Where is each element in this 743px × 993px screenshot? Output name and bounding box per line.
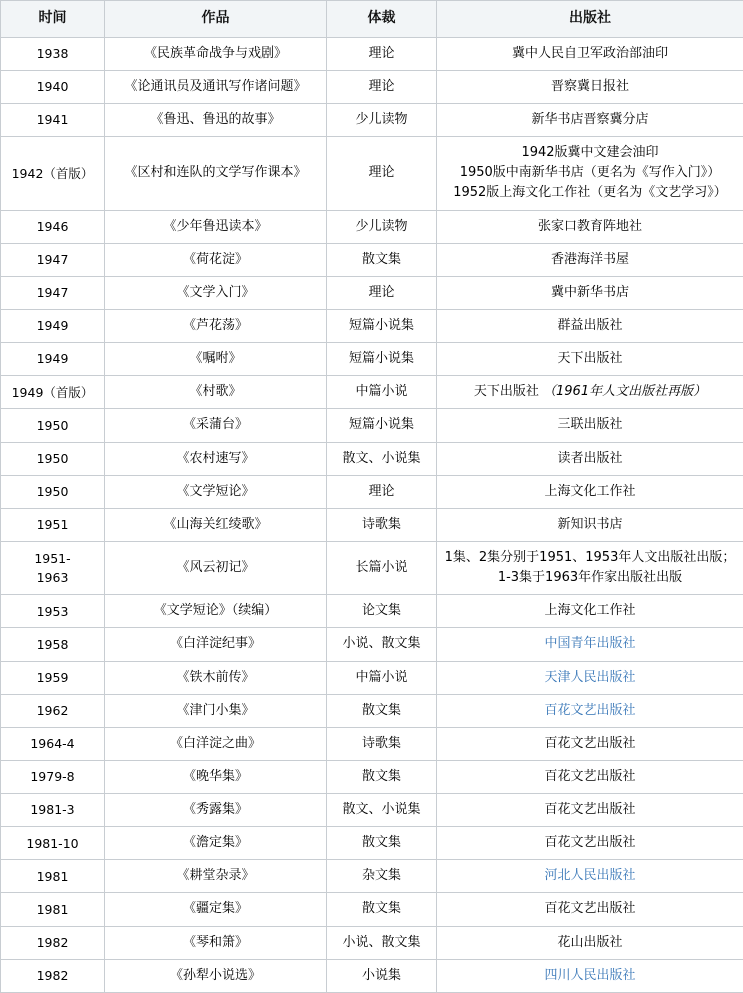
cell-work-title: 《白洋淀之曲》: [105, 727, 327, 760]
cell-time: [1, 694, 105, 727]
publisher-line[interactable]: 百花文艺出版社: [441, 701, 739, 721]
publisher-line: 1942版冀中文建会油印: [441, 143, 739, 163]
cell-genre: 少儿读物: [327, 103, 437, 136]
table-row: [1, 595, 743, 628]
cell-publisher: [437, 661, 743, 694]
cell-time: [1, 442, 105, 475]
publisher-line: 晋察冀日报社: [441, 77, 739, 97]
cell-work-title: 《采蒲台》: [105, 409, 327, 442]
cell-work-title: 《论通讯员及通讯写作诸问题》: [105, 70, 327, 103]
publisher-line[interactable]: 中国青年出版社: [441, 634, 739, 654]
cell-time: [1, 475, 105, 508]
cell-time: [1, 628, 105, 661]
cell-time: [1, 210, 105, 243]
time-line: 1963: [5, 568, 100, 587]
cell-time: [1, 70, 105, 103]
cell-genre: 中篇小说: [327, 376, 437, 409]
cell-time: [1, 103, 105, 136]
cell-work-title: 《铁木前传》: [105, 661, 327, 694]
publisher-line[interactable]: 四川人民出版社: [441, 966, 739, 986]
publisher-line: 张家口教育阵地社: [441, 217, 739, 237]
publisher-line: 百花文艺出版社: [441, 833, 739, 853]
cell-publisher: [437, 541, 743, 594]
publisher-line: 天下出版社: [441, 349, 739, 369]
publisher-line: 读者出版社: [441, 449, 739, 469]
cell-publisher: [437, 409, 743, 442]
cell-work-title: 《晚华集》: [105, 760, 327, 793]
table-row: [1, 794, 743, 827]
time-line: 1950: [5, 416, 100, 435]
column-header-time: 时间: [1, 1, 105, 38]
time-line: 1947: [5, 250, 100, 269]
cell-genre: 短篇小说集: [327, 409, 437, 442]
publisher-line: 上海文化工作社: [441, 482, 739, 502]
publisher-line: 1950版中南新华书店（更名为《写作入门》）: [441, 163, 739, 183]
time-line: 1979-8: [5, 767, 100, 786]
publisher-line: 上海文化工作社: [441, 601, 739, 621]
cell-publisher: [437, 794, 743, 827]
cell-work-title: 《秀露集》: [105, 794, 327, 827]
time-line: 1981-10: [5, 834, 100, 853]
cell-work-title: 《嘱咐》: [105, 343, 327, 376]
cell-publisher: [437, 475, 743, 508]
cell-genre: 少儿读物: [327, 210, 437, 243]
table-row: [1, 103, 743, 136]
cell-time: [1, 243, 105, 276]
cell-genre: 诗歌集: [327, 727, 437, 760]
time-line: 1982: [5, 933, 100, 952]
table-row: [1, 276, 743, 309]
table-row: [1, 70, 743, 103]
table-row: [1, 893, 743, 926]
table-row: [1, 475, 743, 508]
cell-work-title: 《芦花荡》: [105, 309, 327, 342]
cell-genre: 杂文集: [327, 860, 437, 893]
table-header: [1, 1, 743, 38]
table-row: [1, 727, 743, 760]
table-header-row: [1, 1, 743, 38]
publisher-line: 花山出版社: [441, 933, 739, 953]
cell-genre: 散文集: [327, 893, 437, 926]
cell-work-title: 《少年鲁迅读本》: [105, 210, 327, 243]
time-line: 1950: [5, 482, 100, 501]
cell-work-title: 《耕堂杂录》: [105, 860, 327, 893]
cell-publisher: [437, 309, 743, 342]
cell-publisher: [437, 103, 743, 136]
cell-time: [1, 343, 105, 376]
cell-time: [1, 276, 105, 309]
cell-work-title: 《山海关红绫歌》: [105, 508, 327, 541]
publisher-line: 1-3集于1963年作家出版社出版: [441, 568, 739, 588]
cell-genre: 论文集: [327, 595, 437, 628]
cell-publisher: [437, 243, 743, 276]
cell-publisher: [437, 70, 743, 103]
cell-publisher: [437, 860, 743, 893]
cell-publisher: [437, 210, 743, 243]
publisher-line: 冀中新华书店: [441, 283, 739, 303]
cell-publisher: [437, 276, 743, 309]
cell-genre: 散文集: [327, 243, 437, 276]
cell-work-title: 《风云初记》: [105, 541, 327, 594]
table-body: [1, 37, 743, 992]
table-row: [1, 309, 743, 342]
cell-genre: 小说、散文集: [327, 628, 437, 661]
time-line: 1964-4: [5, 734, 100, 753]
table-row: [1, 210, 743, 243]
cell-work-title: 《区村和连队的文学写作课本》: [105, 137, 327, 210]
time-line: 1942（首版）: [5, 164, 100, 183]
cell-time: [1, 827, 105, 860]
time-line: 1949: [5, 349, 100, 368]
cell-genre: 理论: [327, 137, 437, 210]
cell-publisher: [437, 595, 743, 628]
cell-work-title: 《琴和箫》: [105, 926, 327, 959]
table-row: [1, 628, 743, 661]
table-row: [1, 959, 743, 992]
cell-work-title: 《津门小集》: [105, 694, 327, 727]
time-line: 1959: [5, 668, 100, 687]
cell-publisher: [437, 959, 743, 992]
cell-time: [1, 959, 105, 992]
cell-work-title: 《白洋淀纪事》: [105, 628, 327, 661]
cell-time: [1, 661, 105, 694]
cell-genre: 中篇小说: [327, 661, 437, 694]
table-row: [1, 661, 743, 694]
cell-time: [1, 541, 105, 594]
publisher-line: 新知识书店: [441, 515, 739, 535]
time-line: 1981-3: [5, 800, 100, 819]
cell-time: [1, 860, 105, 893]
cell-time: [1, 37, 105, 70]
cell-work-title: 《文学入门》: [105, 276, 327, 309]
table-row: [1, 409, 743, 442]
publisher-line: 百花文艺出版社: [441, 767, 739, 787]
cell-publisher: [437, 694, 743, 727]
cell-genre: 理论: [327, 70, 437, 103]
table-row: [1, 243, 743, 276]
time-line: 1949（首版）: [5, 383, 100, 402]
publisher-line: 百花文艺出版社: [441, 734, 739, 754]
table-row: [1, 760, 743, 793]
publisher-line: 三联出版社: [441, 415, 739, 435]
cell-genre: 散文、小说集: [327, 442, 437, 475]
cell-genre: 长篇小说: [327, 541, 437, 594]
cell-publisher: [437, 893, 743, 926]
table-row: [1, 694, 743, 727]
publisher-line: 百花文艺出版社: [441, 800, 739, 820]
time-line: 1947: [5, 283, 100, 302]
cell-publisher: [437, 628, 743, 661]
time-line: 1958: [5, 635, 100, 654]
cell-genre: 散文集: [327, 827, 437, 860]
publisher-line: 香港海洋书屋: [441, 250, 739, 270]
cell-publisher: [437, 137, 743, 210]
cell-publisher: [437, 926, 743, 959]
publisher-line: [441, 382, 739, 402]
table-row: [1, 827, 743, 860]
time-line: 1981: [5, 900, 100, 919]
publisher-line: 1952版上海文化工作社（更名为《文艺学习》）: [441, 183, 739, 203]
cell-publisher: [437, 376, 743, 409]
cell-time: [1, 727, 105, 760]
cell-genre: 短篇小说集: [327, 343, 437, 376]
cell-publisher: [437, 343, 743, 376]
cell-genre: 理论: [327, 276, 437, 309]
cell-time: [1, 508, 105, 541]
time-line: 1962: [5, 701, 100, 720]
column-header-genre: 体裁: [327, 1, 437, 38]
cell-time: [1, 760, 105, 793]
publisher-name: 天下出版社: [474, 384, 543, 399]
cell-genre: 理论: [327, 475, 437, 508]
cell-time: [1, 409, 105, 442]
cell-publisher: [437, 508, 743, 541]
cell-work-title: 《农村速写》: [105, 442, 327, 475]
cell-genre: 散文集: [327, 760, 437, 793]
cell-work-title: 《文学短论》（续编）: [105, 595, 327, 628]
publisher-line: 百花文艺出版社: [441, 899, 739, 919]
cell-genre: 散文、小说集: [327, 794, 437, 827]
cell-genre: 小说集: [327, 959, 437, 992]
cell-time: [1, 595, 105, 628]
publisher-line[interactable]: 河北人民出版社: [441, 866, 739, 886]
publisher-line[interactable]: 天津人民出版社: [441, 668, 739, 688]
column-header-publisher: 出版社: [437, 1, 743, 38]
cell-publisher: [437, 37, 743, 70]
time-line: 1982: [5, 966, 100, 985]
cell-genre: 诗歌集: [327, 508, 437, 541]
table-row: [1, 343, 743, 376]
time-line: 1951-: [5, 549, 100, 568]
table-row: [1, 926, 743, 959]
publisher-line: 新华书店晋察冀分店: [441, 110, 739, 130]
cell-work-title: 《文学短论》: [105, 475, 327, 508]
cell-publisher: [437, 760, 743, 793]
cell-time: [1, 376, 105, 409]
cell-genre: 小说、散文集: [327, 926, 437, 959]
cell-publisher: [437, 827, 743, 860]
cell-work-title: 《村歌》: [105, 376, 327, 409]
cell-time: [1, 309, 105, 342]
cell-publisher: [437, 727, 743, 760]
time-line: 1940: [5, 77, 100, 96]
cell-work-title: 《疆定集》: [105, 893, 327, 926]
time-line: 1951: [5, 515, 100, 534]
cell-time: [1, 893, 105, 926]
table-row: [1, 541, 743, 594]
table-row: [1, 508, 743, 541]
cell-genre: 理论: [327, 37, 437, 70]
time-line: 1938: [5, 44, 100, 63]
publisher-note: （1961年人文出版社再版）: [543, 384, 706, 399]
table-row: [1, 442, 743, 475]
cell-work-title: 《民族革命战争与戏剧》: [105, 37, 327, 70]
cell-publisher: [437, 442, 743, 475]
table-row: [1, 137, 743, 210]
publisher-line: 群益出版社: [441, 316, 739, 336]
table-row: [1, 860, 743, 893]
time-line: 1946: [5, 217, 100, 236]
publisher-line: 1集、2集分别于1951、1953年人文出版社出版；: [441, 548, 739, 568]
cell-work-title: 《澹定集》: [105, 827, 327, 860]
cell-work-title: 《鲁迅、鲁迅的故事》: [105, 103, 327, 136]
table-row: [1, 37, 743, 70]
time-line: 1949: [5, 316, 100, 335]
cell-time: [1, 926, 105, 959]
cell-work-title: 《荷花淀》: [105, 243, 327, 276]
cell-time: [1, 794, 105, 827]
time-line: 1941: [5, 110, 100, 129]
cell-work-title: 《孙犁小说选》: [105, 959, 327, 992]
column-header-work: 作品: [105, 1, 327, 38]
cell-genre: 散文集: [327, 694, 437, 727]
time-line: 1981: [5, 867, 100, 886]
publisher-line: 冀中人民自卫军政治部油印: [441, 44, 739, 64]
time-line: 1953: [5, 602, 100, 621]
time-line: 1950: [5, 449, 100, 468]
cell-genre: 短篇小说集: [327, 309, 437, 342]
table-row: [1, 376, 743, 409]
cell-time: [1, 137, 105, 210]
